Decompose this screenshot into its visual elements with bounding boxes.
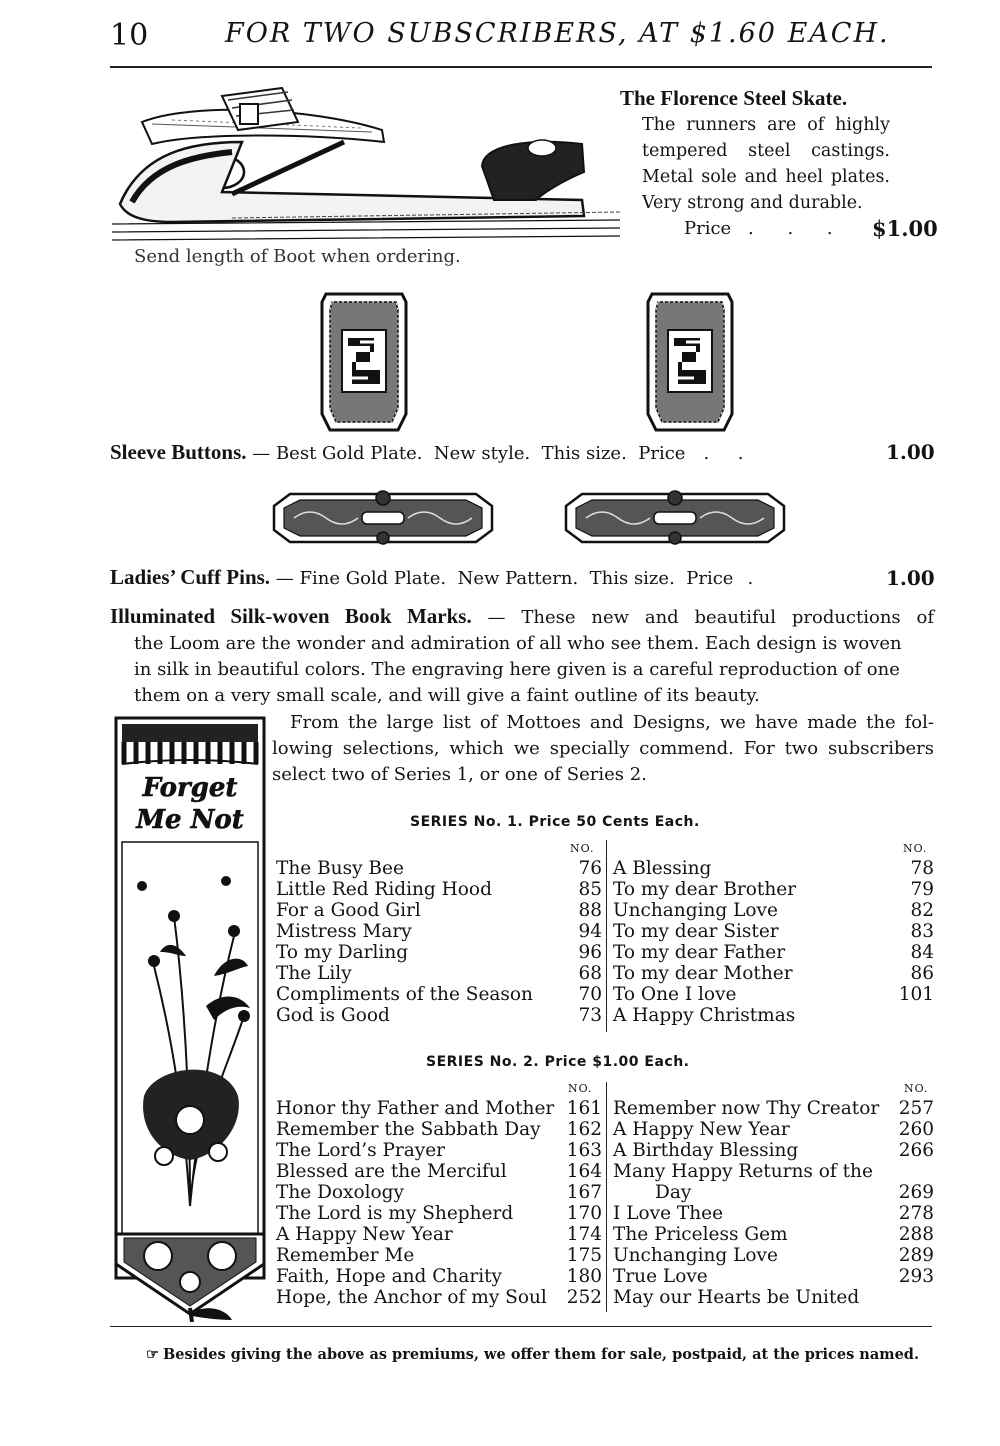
motto-number: 68 <box>578 963 602 984</box>
footer-rule <box>110 1326 932 1327</box>
page-number: 10 <box>110 18 149 53</box>
skate-price-leader: . . . <box>748 218 847 239</box>
series-2-no-label: NO. <box>904 1082 929 1095</box>
motto-number: 86 <box>910 963 934 984</box>
skate-desc-line: tempered steel castings. <box>642 141 890 161</box>
motto-name: A Birthday Blessing <box>613 1140 799 1161</box>
motto-name: To One I love <box>613 984 737 1005</box>
em-dash: — <box>270 568 300 589</box>
bookmark-motto: Me Not <box>136 805 244 835</box>
motto-number: 293 <box>898 1266 934 1287</box>
skate-title: The Florence Steel Skate. <box>620 86 848 110</box>
sleeve-buttons-line <box>110 440 744 465</box>
book-marks-title: Illuminated Silk-woven Book Marks. <box>110 604 472 628</box>
motto-number: 175 <box>566 1245 602 1266</box>
cuff-pins-title: Ladies’ Cuff Pins. <box>110 565 271 589</box>
cuff-pins-line <box>110 565 753 590</box>
motto-number: 96 <box>578 942 602 963</box>
footnote <box>110 1346 934 1364</box>
motto-name: Remember now Thy Creator <box>613 1098 880 1119</box>
intro-line: From the large list of Mottoes and Designs, we have made the fol- <box>290 712 934 733</box>
motto-name: The Busy Bee <box>276 858 404 879</box>
motto-number: 70 <box>578 984 602 1005</box>
book-marks-first-line <box>110 603 934 631</box>
skate-desc-line: The runners are of highly <box>642 115 890 135</box>
motto-name: Many Happy Returns of the <box>613 1161 873 1182</box>
motto-number: 260 <box>898 1119 934 1140</box>
motto-number: 79 <box>910 879 934 900</box>
motto-name: Honor thy Father and Mother <box>276 1098 555 1119</box>
motto-name: The Lord’s Prayer <box>276 1140 446 1161</box>
em-dash: — <box>246 443 276 464</box>
motto-number: 278 <box>898 1203 934 1224</box>
cuff-pins-price: 1.00 <box>886 566 935 590</box>
series-1-no-label: NO. <box>903 842 928 855</box>
motto-number: 83 <box>910 921 934 942</box>
sleeve-buttons-title: Sleeve Buttons. <box>110 440 247 464</box>
motto-name: Compliments of the Season <box>276 984 533 1005</box>
motto-name: Faith, Hope and Charity <box>276 1266 502 1287</box>
motto-name: True Love <box>613 1266 708 1287</box>
motto-name: To my dear Sister <box>613 921 779 942</box>
cuff-pin-illustration <box>562 484 788 548</box>
skate-price: $1.00 <box>872 216 938 241</box>
motto-number: 94 <box>578 921 602 942</box>
pointing-hand-icon: ☞ <box>146 1346 159 1363</box>
series-1-title: SERIES No. 1. Price 50 Cents Each. <box>410 814 700 830</box>
sleeve-buttons-desc: Best Gold Plate. New style. This size. Price <box>275 443 686 464</box>
skate-illustration <box>112 82 620 248</box>
motto-number: 73 <box>578 1005 602 1026</box>
motto-name: To my dear Mother <box>613 963 793 984</box>
motto-number: 161 <box>566 1098 602 1119</box>
motto-name: A Happy New Year <box>276 1224 453 1245</box>
motto-number: 84 <box>910 942 934 963</box>
motto-name: A Happy New Year <box>613 1119 790 1140</box>
motto-number: 85 <box>578 879 602 900</box>
footnote-text: Besides giving the above as premiums, we offer them for sale, postpaid, at the prices named. <box>163 1346 919 1363</box>
motto-number: 170 <box>566 1203 602 1224</box>
book-marks-paragraph <box>110 603 934 709</box>
series-2-no-label: NO. <box>568 1082 593 1095</box>
motto-name: Unchanging Love <box>613 900 778 921</box>
motto-number: 174 <box>566 1224 602 1245</box>
motto-name: The Doxology <box>276 1182 404 1203</box>
motto-name: Remember the Sabbath Day <box>276 1119 541 1140</box>
motto-name: Hope, the Anchor of my Soul <box>276 1287 547 1308</box>
sleeve-buttons-price: 1.00 <box>886 440 935 464</box>
motto-number: 266 <box>898 1140 934 1161</box>
motto-name: God is Good <box>276 1005 390 1026</box>
motto-number: 288 <box>898 1224 934 1245</box>
sleeve-button-illustration <box>318 290 410 434</box>
motto-name: To my Darling <box>276 942 409 963</box>
running-head: FOR TWO SUBSCRIBERS, AT $1.60 EACH. <box>225 18 890 49</box>
bookmark-illustration <box>114 716 266 1322</box>
motto-name: Blessed are the Merciful <box>276 1161 507 1182</box>
price-leader: . . <box>703 443 744 464</box>
book-marks-intro <box>272 710 934 788</box>
sleeve-button-illustration <box>644 290 736 434</box>
motto-number: 269 <box>898 1182 934 1203</box>
skate-desc-line: Very strong and durable. <box>642 193 863 213</box>
motto-number: 162 <box>566 1119 602 1140</box>
motto-number: 252 <box>566 1287 602 1308</box>
intro-line: select two of Series 1, or one of Series 2. <box>272 764 647 785</box>
series-1-no-label: NO. <box>570 842 595 855</box>
motto-name: Mistress Mary <box>276 921 412 942</box>
motto-name: Remember Me <box>276 1245 415 1266</box>
motto-name: To my dear Brother <box>613 879 797 900</box>
motto-name: The Lord is my Shepherd <box>276 1203 514 1224</box>
motto-number: 82 <box>910 900 934 921</box>
intro-line: lowing selections, which we specially commend. For two subscribers <box>272 738 934 759</box>
skate-desc-line: Metal sole and heel plates. <box>642 167 890 187</box>
motto-number: 76 <box>578 858 602 879</box>
em-dash: — <box>471 607 522 628</box>
book-marks-line: the Loom are the wonder and admiration of all who see them. Each design is woven <box>134 633 902 654</box>
motto-number: 289 <box>898 1245 934 1266</box>
book-marks-text: These new and beautiful productions of <box>521 607 934 628</box>
book-marks-line: them on a very small scale, and will give a faint outline of its beauty. <box>134 685 760 706</box>
motto-number: 78 <box>910 858 934 879</box>
motto-number: 101 <box>898 984 934 1005</box>
motto-number: 163 <box>566 1140 602 1161</box>
motto-number: 164 <box>566 1161 602 1182</box>
series-1-table <box>276 858 936 1038</box>
motto-name: I Love Thee <box>613 1203 724 1224</box>
skate-caption: Send length of Boot when ordering. <box>134 246 461 267</box>
motto-name: Little Red Riding Hood <box>276 879 492 900</box>
bookmark-motto: Forget <box>142 773 238 803</box>
motto-name: The Lily <box>276 963 352 984</box>
motto-name: A Happy Christmas <box>613 1005 796 1026</box>
cuff-pins-desc: Fine Gold Plate. New Pattern. This size. Price <box>299 568 734 589</box>
skate-price-label: Price <box>684 218 732 239</box>
motto-name: May our Hearts be United <box>613 1287 860 1308</box>
price-leader: . <box>747 568 754 589</box>
motto-number: 257 <box>898 1098 934 1119</box>
motto-name: Unchanging Love <box>613 1245 778 1266</box>
header-rule <box>110 66 932 68</box>
motto-name: To my dear Father <box>613 942 786 963</box>
motto-number: 88 <box>578 900 602 921</box>
skate-description <box>642 112 890 216</box>
motto-name: Day <box>655 1182 692 1203</box>
series-2-title: SERIES No. 2. Price $1.00 Each. <box>426 1054 690 1070</box>
motto-name: A Blessing <box>613 858 712 879</box>
motto-name: For a Good Girl <box>276 900 421 921</box>
motto-number: 180 <box>566 1266 602 1287</box>
series-2-table <box>276 1098 936 1318</box>
motto-name: The Priceless Gem <box>613 1224 788 1245</box>
book-marks-line: in silk in beautiful colors. The engraving here given is a careful reproduction of one <box>134 659 900 680</box>
cuff-pin-illustration <box>270 484 496 548</box>
motto-number: 167 <box>566 1182 602 1203</box>
